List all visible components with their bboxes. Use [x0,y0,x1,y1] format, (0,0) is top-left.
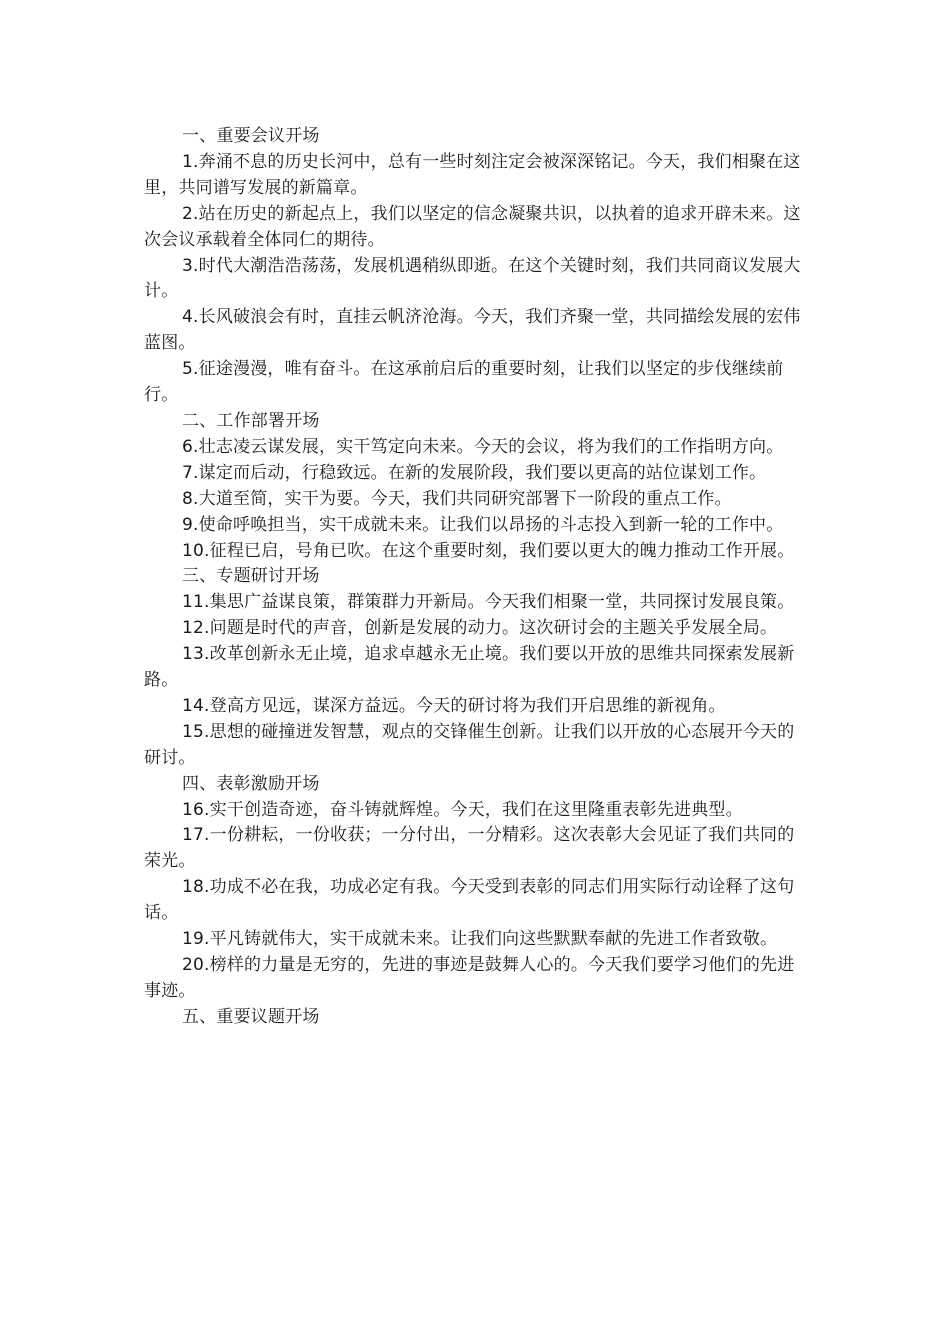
paragraph: 12.问题是时代的声音，创新是发展的动力。这次研讨会的主题关乎发展全局。 [182,618,778,639]
paragraph: 10.征程已启，号角已吹。在这个重要时刻，我们要以更大的魄力推动工作开展。 [182,540,795,561]
paragraph: 16.实干创造奇迹，奋斗铸就辉煌。今天，我们在这里隆重表彰先进典型。 [182,799,743,820]
paragraph: 1.奔涌不息的历史长河中，总有一些时刻注定会被深深铭记。今天，我们相聚在这里，共同谱写发展的新篇章。 [144,151,801,198]
paragraph: 2.站在历史的新起点上，我们以坚定的信念凝聚共识，以执着的追求开辟未来。这次会议承载着全体同仁的期待。 [144,203,801,250]
paragraph: 14.登高方见远，谋深方益远。今天的研讨将为我们开启思维的新视角。 [182,695,726,716]
paragraph: 5.征途漫漫，唯有奋斗。在这承前启后的重要时刻，让我们以坚定的步伐继续前行。 [144,359,784,406]
paragraph: 4.长风破浪会有时，直挂云帆济沧海。今天，我们齐聚一堂，共同描绘发展的宏伟蓝图。 [144,307,801,354]
paragraph: 6.壮志凌云谋发展，实干笃定向未来。今天的会议，将为我们的工作指明方向。 [182,436,784,457]
paragraph: 9.使命呼唤担当，实干成就未来。让我们以昂扬的斗志投入到新一轮的工作中。 [182,514,784,535]
section-heading: 三、专题研讨开场 [182,566,320,587]
paragraph: 8.大道至简，实干为要。今天，我们共同研究部署下一阶段的重点工作。 [182,488,732,509]
paragraph: 19.平凡铸就伟大，实干成就未来。让我们向这些默默奉献的先进工作者致敬。 [182,929,778,950]
paragraph: 7.谋定而后动，行稳致远。在新的发展阶段，我们要以更高的站位谋划工作。 [182,462,767,483]
paragraph: 11.集思广益谋良策，群策群力开新局。今天我们相聚一堂，共同探讨发展良策。 [182,592,795,613]
section-heading: 五、重要议题开场 [182,1006,320,1027]
document-body [144,124,808,1031]
paragraph: 18.功成不必在我，功成必定有我。今天受到表彰的同志们用实际行动诠释了这句话。 [144,877,795,924]
section-heading: 一、重要会议开场 [182,126,320,146]
paragraph: 20.榜样的力量是无穷的，先进的事迹是鼓舞人心的。今天我们要学习他们的先进事迹。 [144,955,795,1001]
section-heading: 二、工作部署开场 [182,410,320,431]
section-heading: 四、表彰激励开场 [182,773,320,794]
paragraph: 17.一份耕耘，一份收获；一分付出，一分精彩。这次表彰大会见证了我们共同的荣光。 [144,825,795,872]
paragraph: 13.改革创新永无止境，追求卓越永无止境。我们要以开放的思维共同探索发展新路。 [144,644,795,691]
paragraph: 15.思想的碰撞迸发智慧，观点的交锋催生创新。让我们以开放的心态展开今天的研讨。 [144,721,795,768]
paragraph: 3.时代大潮浩浩荡荡，发展机遇稍纵即逝。在这个关键时刻，我们共同商议发展大计。 [144,255,801,302]
